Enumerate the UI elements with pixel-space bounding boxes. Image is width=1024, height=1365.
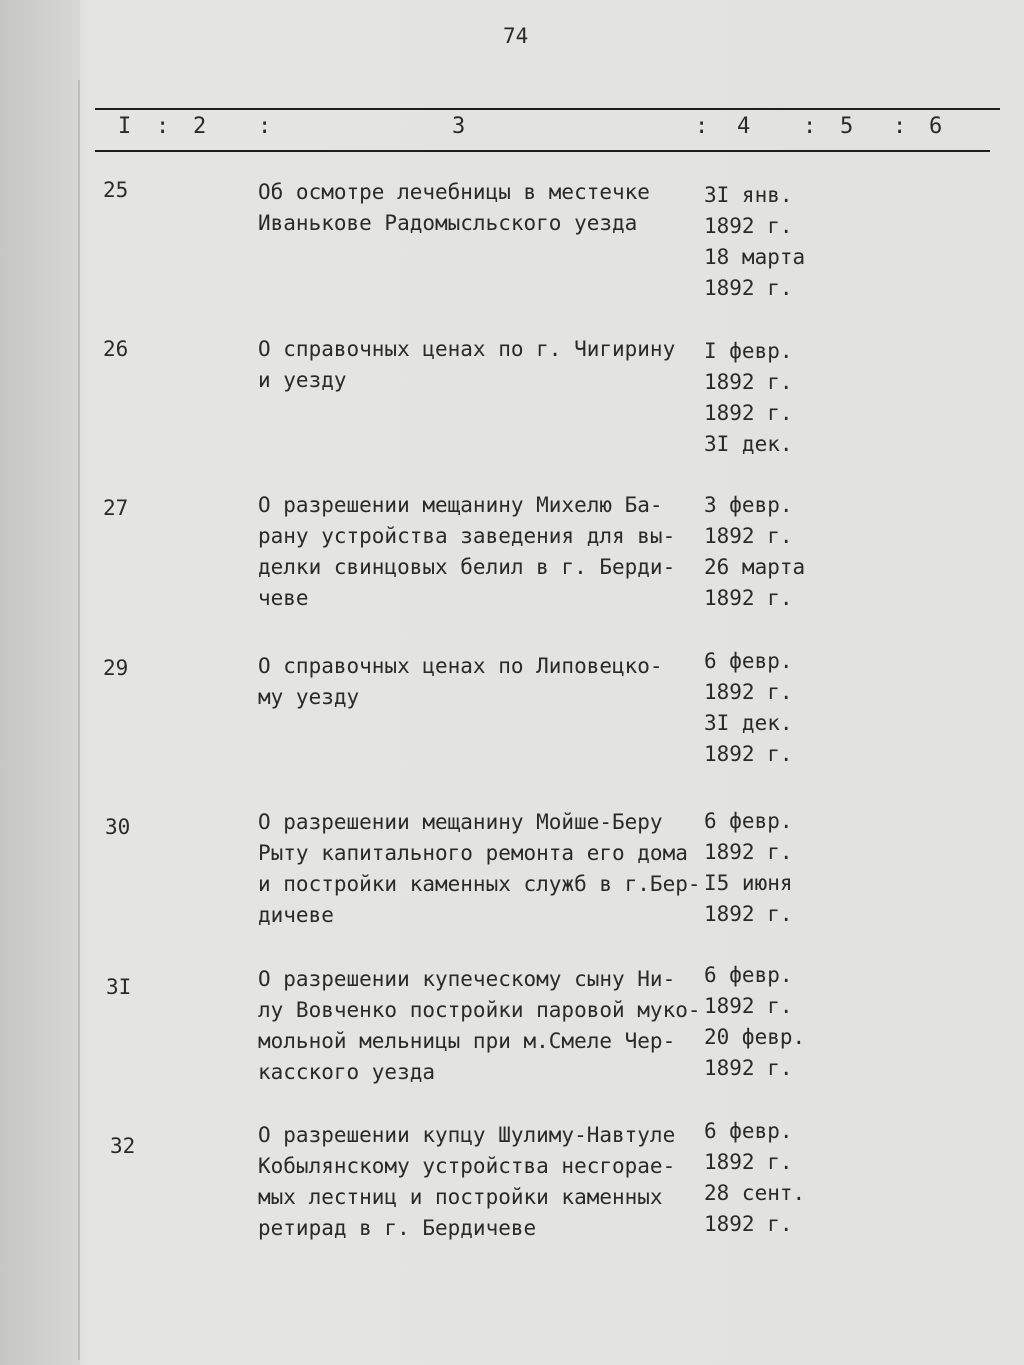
entry-number: 3I xyxy=(106,975,132,999)
entry-description: О разрешении мещанину Мойше-Беру Рыту капитального ремонта его дома и постройки каменных служб в г.Бер- дичеве xyxy=(258,810,701,927)
column-separator: : xyxy=(156,114,170,139)
column-separator: : xyxy=(803,114,817,139)
entry-dates: 6 февр. 1892 г. 28 сент. 1892 г. xyxy=(704,1119,806,1236)
column-separator: : xyxy=(695,114,709,139)
column-header-4: 4 xyxy=(737,114,751,139)
entry-dates: 3 февр. 1892 г. 26 марта 1892 г. xyxy=(704,493,806,610)
entry-description: О разрешении купеческому сыну Ни- лу Вовченко постройки паровой муко- мольной мельницы при м.Смеле Чер- касского уезда xyxy=(258,967,701,1084)
entry-number: 32 xyxy=(110,1134,136,1158)
entry-number: 30 xyxy=(105,815,131,839)
entry-dates: I февр. 1892 г. 1892 г. 3I дек. xyxy=(704,339,793,456)
column-header-6: 6 xyxy=(929,114,943,139)
binding-edge xyxy=(0,0,80,1365)
entry-number: 29 xyxy=(103,656,129,680)
entry-description: Об осмотре лечебницы в местечке Иванькове Радомысльского уезда xyxy=(258,180,650,235)
column-separator: : xyxy=(258,114,272,139)
header-bottom-rule xyxy=(95,150,990,152)
entry-description: О разрешении мещанину Михелю Ба- рану устройства заведения для вы- делки свинцовых белил в г. Берди- чеве xyxy=(258,493,676,610)
header-top-rule xyxy=(95,108,1000,110)
column-header-5: 5 xyxy=(840,114,854,139)
entry-dates: 6 февр. 1892 г. 20 февр. 1892 г. xyxy=(704,963,806,1080)
entry-number: 25 xyxy=(103,178,129,202)
binding-line xyxy=(78,80,80,1360)
entry-dates: 3I янв. 1892 г. 18 марта 1892 г. xyxy=(704,183,806,300)
entry-dates: 6 февр. 1892 г. 3I дек. 1892 г. xyxy=(704,649,793,766)
entry-number: 27 xyxy=(103,496,129,520)
entry-dates: 6 февр. 1892 г. I5 июня 1892 г. xyxy=(704,809,793,926)
entry-number: 26 xyxy=(103,337,129,361)
page-number: 74 xyxy=(503,24,529,48)
entry-description: О справочных ценах по г. Чигирину и уезду xyxy=(258,337,676,392)
entry-description: О разрешении купцу Шулиму-Навтуле Кобылянскому устройства несгорае- мых лестниц и постройки каменных ретирад в г. Бердичеве xyxy=(258,1123,676,1240)
column-header-2: 2 xyxy=(193,114,207,139)
column-header-1: I xyxy=(118,114,132,139)
column-header-3: 3 xyxy=(452,114,466,139)
entry-description: О справочных ценах по Липовецко- му уезду xyxy=(258,654,663,709)
column-separator: : xyxy=(893,114,907,139)
